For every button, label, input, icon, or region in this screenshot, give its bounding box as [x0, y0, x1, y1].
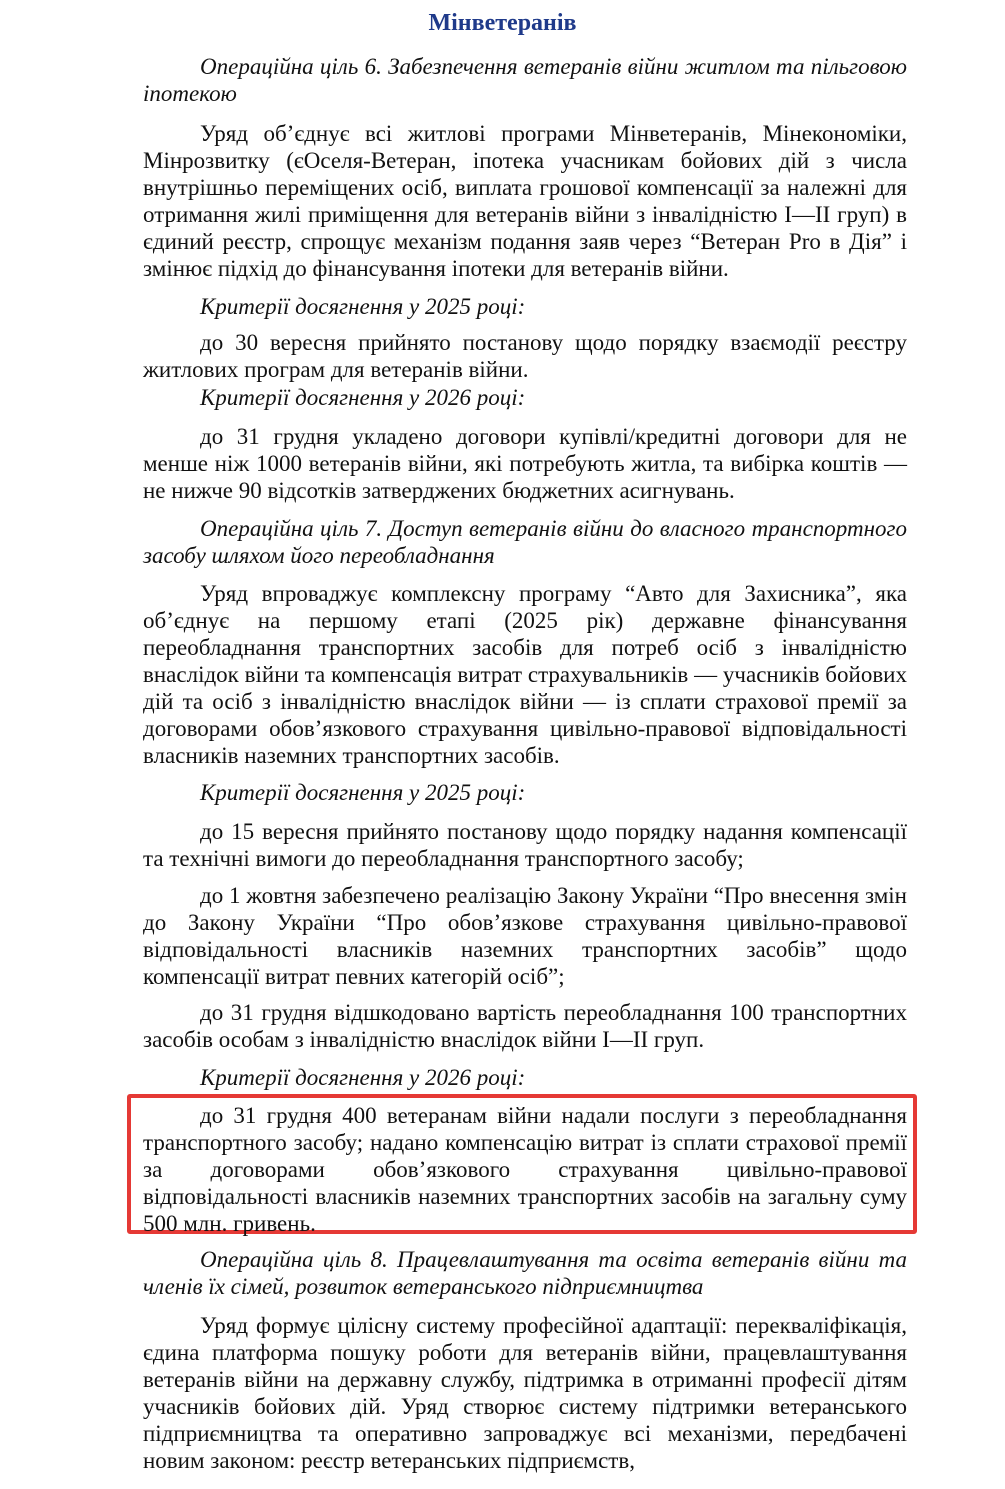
operational-goal-7-title: Операційна ціль 7. Доступ ветеранів війни до власного транспортного засобу шляхом його переобладнання — [143, 516, 907, 568]
goal-7-criteria-2025-item-3: до 31 грудня відшкодовано вартість переобладнання 100 транспортних засобів особам з інвалідністю внаслідок війни I—II груп. — [143, 1000, 907, 1052]
goal-7-criteria-2025-item-2: до 1 жовтня забезпечено реалізацію Закону України “Про внесення змін до Закону України “Про обов’язкове страхування цивільно-правової відповідальності власників наземних транспортних засобів” щодо компенсації витрат певних категорій осіб”; — [143, 883, 907, 989]
section-heading: Мінветеранів — [428, 10, 577, 36]
goal-6-description: Уряд об’єднує всі житлові програми Мінветеранів, Мінекономіки, Мінрозвитку (єОселя-Ветеран, іпотека учасникам бойових дій з числа внутрішньо переміщених осіб, виплата грошової компенсації за належні для отримання жилі приміщення для ветеранів війни з інвалідністю I—II груп) в єдиний реєстр, спрощує механізм подання заяв через “Ветеран Pro в Дія” і змінює підхід до фінансування іпотеки для ветеранів війни. — [143, 121, 907, 281]
goal-6-criteria-2025-heading: Критерії досягнення у 2025 році: — [200, 294, 526, 319]
goal-7-description: Уряд впроваджує комплексну програму “Авто для Захисника”, яка об’єднує на першому етапі (2025 рік) державне фінансування переобладнання транспортних засобів для потреб осіб з інвалідністю внаслідок війни та компенсація витрат страхувальників — учасників бойових дій та осіб з інвалідністю внаслідок війни — із сплати страхової премії за договорами обов’язкового страхування цивільно-правової відповідальності власників наземних транспортних засобів. — [143, 581, 907, 768]
goal-8-description: Уряд формує цілісну систему професійної адаптації: перекваліфікація, єдина платформа пошуку роботи для ветеранів війни, працевлаштування ветеранів війни на державну службу, підтримка в отриманні професії дітям учасників бойових дій. Уряд створює систему підтримки ветеранського підприємництва та оперативно запроваджує всі механізми, передбачені новим законом: реєстр ветеранських підприємств, — [143, 1313, 907, 1473]
operational-goal-8-title: Операційна ціль 8. Працевлаштування та освіта ветеранів війни та членів їх сімей, розвиток ветеранського підприємництва — [143, 1247, 907, 1299]
operational-goal-6-title: Операційна ціль 6. Забезпечення ветеранів війни житлом та пільговою іпотекою — [143, 54, 907, 106]
goal-6-criteria-2026-item: до 31 грудня укладено договори купівлі/кредитні договори для не менше ніж 1000 ветеранів війни, які потребують житла, та вибірка коштів — не нижче 90 відсотків затверджених бюджетних асигнувань. — [143, 424, 907, 503]
goal-7-criteria-2025-item-1: до 15 вересня прийнято постанову щодо порядку надання компенсації та технічні вимоги до переобладнання транспортного засобу; — [143, 819, 907, 871]
goal-6-criteria-2026-heading: Критерії досягнення у 2026 році: — [200, 385, 526, 410]
goal-6-criteria-2025-item: до 30 вересня прийнято постанову щодо порядку взаємодії реєстру житлових програм для ветеранів війни. — [143, 330, 907, 382]
goal-7-criteria-2026-heading: Критерії досягнення у 2026 році: — [200, 1065, 526, 1090]
goal-7-criteria-2026-item-highlighted: до 31 грудня 400 ветеранам війни надали послуги з переобладнання транспортного засобу; надано компенсацію витрат із сплати страхової премії за договорами обов’язкового страхування цивільно-правової відповідальності власників наземних транспортних засобів на загальну суму 500 млн. гривень. — [143, 1103, 907, 1236]
goal-7-criteria-2025-heading: Критерії досягнення у 2025 році: — [200, 780, 526, 805]
